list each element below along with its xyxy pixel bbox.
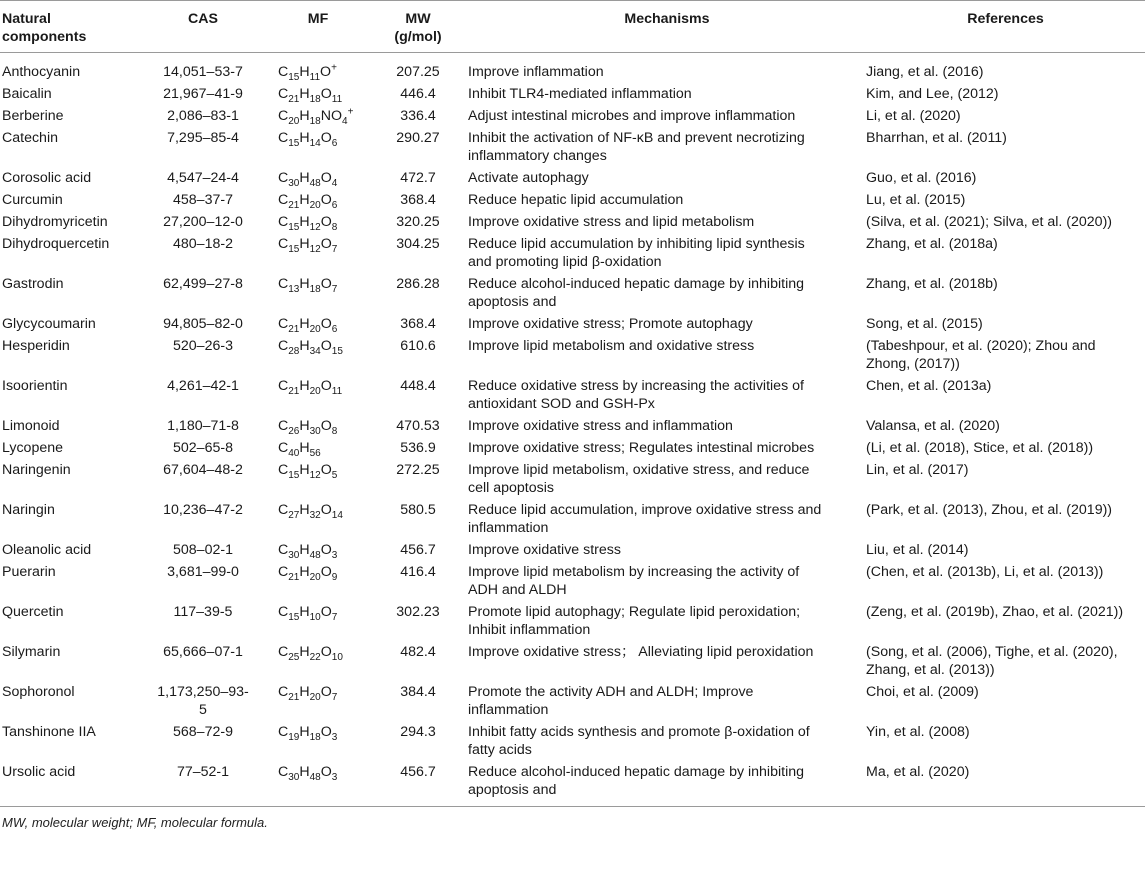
molecular-formula: $C_{21}H_{20}O_9$ [278, 564, 338, 583]
reference: Valansa, et al. (2020) [866, 418, 1000, 434]
molecular-formula: $C_{15}H_{12}O_5$ [278, 462, 338, 481]
header-mf: MF [268, 1, 368, 53]
molecular-weight: 286.28 [396, 276, 440, 292]
cas-number: 480–18-2 [173, 236, 233, 252]
molecular-weight: 416.4 [400, 564, 436, 580]
molecular-formula: $C_{19}H_{18}O_3$ [278, 724, 338, 743]
table-row [0, 761, 1145, 807]
mechanism: Promote lipid autophagy; Regulate lipid peroxidation; Inhibit inflammation [468, 604, 801, 638]
mechanism: Activate autophagy [468, 170, 589, 186]
molecular-weight: 336.4 [400, 108, 436, 124]
mechanism: Reduce oxidative stress by increasing the activities of antioxidant SOD and GSH-Px [468, 378, 804, 412]
header-row [0, 1, 1145, 53]
table-row [0, 105, 1145, 127]
molecular-weight: 294.3 [400, 724, 436, 740]
molecular-weight: 446.4 [400, 86, 436, 102]
component-name: Berberine [2, 108, 64, 124]
reference: Song, et al. (2015) [866, 316, 983, 332]
cas-number: 94,805–82-0 [163, 316, 243, 332]
mechanism: Improve inflammation [468, 64, 604, 80]
mechanism: Improve oxidative stress [468, 542, 621, 558]
molecular-weight: 320.25 [396, 214, 440, 230]
molecular-formula: $C_{21}H_{20}O_{11}$ [278, 378, 343, 397]
component-name: Baicalin [2, 86, 52, 102]
molecular-formula: $C_{40}H_{56}$ [278, 440, 321, 459]
molecular-formula: $C_{28}H_{34}O_{15}$ [278, 338, 343, 357]
table-row [0, 415, 1145, 437]
cas-number: 520–26-3 [173, 338, 233, 354]
cas-number: 65,666–07-1 [163, 644, 243, 660]
component-name: Sophoronol [2, 684, 75, 700]
reference: Li, et al. (2020) [866, 108, 961, 124]
cas-number: 117–39-5 [173, 604, 233, 620]
molecular-formula: $C_{21}H_{18}O_{11}$ [278, 86, 343, 105]
header-mechanisms: Mechanisms [468, 1, 866, 53]
reference: Yin, et al. (2008) [866, 724, 970, 740]
table-row [0, 53, 1145, 84]
reference: (Tabeshpour, et al. (2020); Zhou and Zhong, (2017)) [866, 338, 1096, 372]
mechanism: Improve oxidative stress; Promote autophagy [468, 316, 753, 332]
table-row [0, 681, 1145, 721]
table-row [0, 375, 1145, 415]
header-mw: MW (g/mol) [368, 1, 468, 53]
molecular-formula: $C_{21}H_{20}O_6$ [278, 316, 338, 335]
molecular-formula: $C_{20}H_{18}NO_4^+$ [278, 106, 354, 127]
molecular-formula: $C_{15}H_{12}O_8$ [278, 214, 338, 233]
cas-number: 568–72-9 [173, 724, 233, 740]
mechanism: Improve oxidative stress; Regulates intestinal microbes [468, 440, 815, 456]
molecular-formula: $C_{13}H_{18}O_7$ [278, 276, 338, 295]
cas-number: 14,051–53-7 [163, 64, 243, 80]
cas-number: 502–65-8 [173, 440, 233, 456]
molecular-weight: 290.27 [396, 130, 440, 146]
reference: (Park, et al. (2013), Zhou, et al. (2019)) [866, 502, 1113, 518]
component-name: Naringenin [2, 462, 71, 478]
table-row [0, 127, 1145, 167]
reference: (Zeng, et al. (2019b), Zhao, et al. (2021)) [866, 604, 1124, 620]
component-name: Ursolic acid [0, 761, 138, 807]
molecular-formula: $C_{15}H_{14}O_6$ [278, 130, 338, 149]
component-name: Quercetin [2, 604, 64, 620]
cas-number: 62,499–27-8 [163, 276, 243, 292]
component-name: Dihydromyricetin [2, 214, 108, 230]
mechanism: Adjust intestinal microbes and improve inflammation [468, 108, 796, 124]
cas-number: 458–37-7 [173, 192, 233, 208]
molecular-formula: $C_{25}H_{22}O_{10}$ [278, 644, 343, 663]
cas-number: 7,295–85-4 [167, 130, 239, 146]
component-name: Oleanolic acid [2, 542, 92, 558]
mechanism: Reduce lipid accumulation by inhibiting lipid synthesis and promoting lipid β-oxidation [468, 236, 805, 270]
reference: Lin, et al. (2017) [866, 462, 969, 478]
table-row [0, 721, 1145, 761]
molecular-formula: $C_{21}H_{20}O_7$ [278, 684, 338, 703]
reference: Zhang, et al. (2018a) [866, 236, 998, 252]
table-row [0, 335, 1145, 375]
molecular-weight: 368.4 [400, 192, 436, 208]
table-row [0, 273, 1145, 313]
reference: Lu, et al. (2015) [866, 192, 966, 208]
mechanism: Reduce hepatic lipid accumulation [468, 192, 684, 208]
mechanism: Improve oxidative stress； Alleviating lipid peroxidation [468, 644, 814, 660]
component-name: Glycycoumarin [2, 316, 96, 332]
component-name: Tanshinone IIA [2, 724, 96, 740]
cas-number: 508–02-1 [173, 542, 233, 558]
molecular-formula: $C_{26}H_{30}O_8$ [278, 418, 338, 437]
table-row [0, 233, 1145, 273]
molecular-weight: 470.53 [396, 418, 440, 434]
molecular-weight: 302.23 [396, 604, 440, 620]
component-name: Puerarin [2, 564, 56, 580]
table-row [0, 459, 1145, 499]
molecular-weight: 456.7 [400, 542, 436, 558]
table-footnote: MW, molecular weight; MF, molecular formula. [2, 815, 268, 830]
component-name: Dihydroquercetin [2, 236, 110, 252]
cas-number: 21,967–41-9 [163, 86, 243, 102]
component-name: Corosolic acid [2, 170, 92, 186]
table-row [0, 641, 1145, 681]
molecular-weight: 272.25 [396, 462, 440, 478]
component-name: Anthocyanin [2, 64, 81, 80]
component-name: Hesperidin [2, 338, 70, 354]
header-natural-components: Natural components [0, 1, 138, 53]
table-row [0, 499, 1145, 539]
molecular-weight: 448.4 [400, 378, 436, 394]
component-name: Gastrodin [2, 276, 64, 292]
cas-number: 4,547–24-4 [167, 170, 239, 186]
reference: Zhang, et al. (2018b) [866, 276, 998, 292]
reference: Guo, et al. (2016) [866, 170, 977, 186]
reference: (Silva, et al. (2021); Silva, et al. (2020)) [866, 214, 1113, 230]
mechanism: Improve lipid metabolism, oxidative stress, and reduce cell apoptosis [468, 462, 810, 496]
table-row [0, 83, 1145, 105]
table-row [0, 539, 1145, 561]
component-name: Silymarin [2, 644, 61, 660]
molecular-weight: 304.25 [396, 236, 440, 252]
reference: Kim, and Lee, (2012) [866, 86, 999, 102]
mechanism: Improve lipid metabolism by increasing the activity of ADH and ALDH [468, 564, 800, 598]
reference: Bharrhan, et al. (2011) [866, 130, 1007, 146]
molecular-weight: 610.6 [400, 338, 436, 354]
molecular-weight: 472.7 [400, 170, 436, 186]
cas-number: 1,180–71-8 [167, 418, 239, 434]
molecular-weight: 536.9 [400, 440, 436, 456]
component-name: Limonoid [2, 418, 60, 434]
mechanism: Inhibit the activation of NF-κB and prevent necrotizing inflammatory changes [468, 130, 805, 164]
molecular-weight: 207.25 [396, 64, 440, 80]
molecular-formula: $C_{15}H_{12}O_7$ [278, 236, 338, 255]
header-cas: CAS [138, 1, 268, 53]
molecular-formula: $C_{15}H_{10}O_7$ [278, 604, 338, 623]
reference: Liu, et al. (2014) [866, 542, 969, 558]
reference: (Song, et al. (2006), Tighe, et al. (2020), Zhang, et al. (2013)) [866, 644, 1118, 678]
cas-number: 1,173,250–93- 5 [157, 684, 249, 718]
cas-number: 67,604–48-2 [163, 462, 243, 478]
reference: Ma, et al. (2020) [866, 761, 1145, 807]
molecular-formula: $C_{30}H_{48}O_3$ [268, 761, 368, 807]
mechanism: Inhibit TLR4-mediated inflammation [468, 86, 692, 102]
mechanism: Inhibit fatty acids synthesis and promote β-oxidation of fatty acids [468, 724, 810, 758]
component-name: Lycopene [2, 440, 64, 456]
reference: (Li, et al. (2018), Stice, et al. (2018)) [866, 440, 1094, 456]
cas-number: 2,086–83-1 [167, 108, 239, 124]
cas-number: 3,681–99-0 [167, 564, 239, 580]
mechanism: Promote the activity ADH and ALDH; Improve inflammation [468, 684, 754, 718]
table-body [0, 53, 1145, 807]
cas-number: 10,236–47-2 [163, 502, 243, 518]
table-row [0, 189, 1145, 211]
mechanism: Reduce alcohol-induced hepatic damage by inhibiting apoptosis and [468, 761, 866, 807]
table-row [0, 561, 1145, 601]
molecular-formula: $C_{21}H_{20}O_6$ [278, 192, 338, 211]
mechanism: Improve oxidative stress and lipid metabolism [468, 214, 755, 230]
reference: Chen, et al. (2013a) [866, 378, 992, 394]
molecular-weight: 456.7 [368, 761, 468, 807]
reference: (Chen, et al. (2013b), Li, et al. (2013)) [866, 564, 1104, 580]
reference: Choi, et al. (2009) [866, 684, 979, 700]
mechanism: Reduce alcohol-induced hepatic damage by inhibiting apoptosis and [468, 276, 804, 310]
table-row [0, 601, 1145, 641]
molecular-weight: 368.4 [400, 316, 436, 332]
molecular-weight: 482.4 [400, 644, 436, 660]
cas-number: 77–52-1 [138, 761, 268, 807]
component-name: Curcumin [2, 192, 63, 208]
table-row [0, 167, 1145, 189]
mechanism: Reduce lipid accumulation, improve oxidative stress and inflammation [468, 502, 822, 536]
cas-number: 4,261–42-1 [167, 378, 239, 394]
molecular-weight: 384.4 [400, 684, 436, 700]
table-row [0, 437, 1145, 459]
component-name: Isoorientin [2, 378, 68, 394]
header-references: References [866, 1, 1145, 53]
component-name: Catechin [2, 130, 58, 146]
cas-number: 27,200–12-0 [163, 214, 243, 230]
molecular-weight: 580.5 [400, 502, 436, 518]
molecular-formula: $C_{30}H_{48}O_4$ [278, 170, 338, 189]
molecular-formula: $C_{27}H_{32}O_{14}$ [278, 502, 343, 521]
table-row [0, 313, 1145, 335]
reference: Jiang, et al. (2016) [866, 64, 984, 80]
molecular-formula: $C_{15}H_{11}O^+$ [278, 62, 337, 83]
mechanism: Improve lipid metabolism and oxidative stress [468, 338, 755, 354]
component-name: Naringin [2, 502, 55, 518]
molecular-formula: $C_{30}H_{48}O_3$ [278, 542, 338, 561]
mechanism: Improve oxidative stress and inflammation [468, 418, 733, 434]
table-row [0, 211, 1145, 233]
